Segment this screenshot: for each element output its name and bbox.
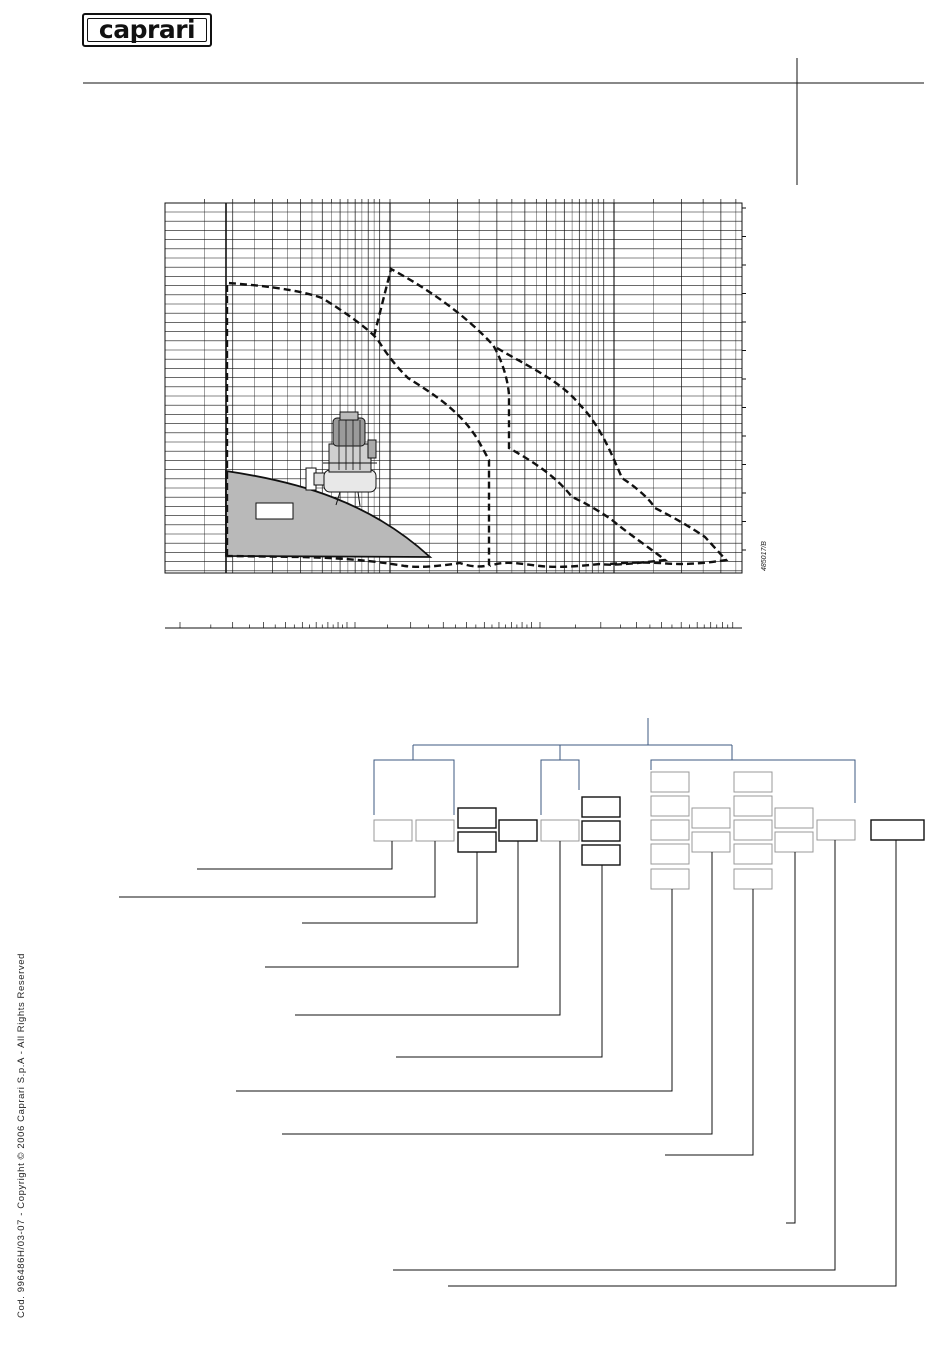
- top-axis-ticks: [205, 199, 736, 203]
- envelope-3: [497, 348, 726, 564]
- copyright-notice: Cod. 996486H/03-07 - Copyright © 2006 Caprari S.p.A - All Rights Reserved: [16, 953, 27, 1318]
- code-boxes: [374, 772, 924, 889]
- drawing-code: 485017/B: [761, 541, 768, 571]
- performance-range-chart: [165, 199, 746, 573]
- right-axis-ticks: [742, 208, 746, 550]
- envelope-2: [374, 269, 665, 567]
- secondary-scale-ticks: [180, 622, 733, 628]
- caprari-logo: [82, 13, 212, 47]
- logo-text: caprari: [98, 15, 196, 44]
- code-leader-lines: [119, 840, 896, 1286]
- region-label-box: [256, 503, 293, 519]
